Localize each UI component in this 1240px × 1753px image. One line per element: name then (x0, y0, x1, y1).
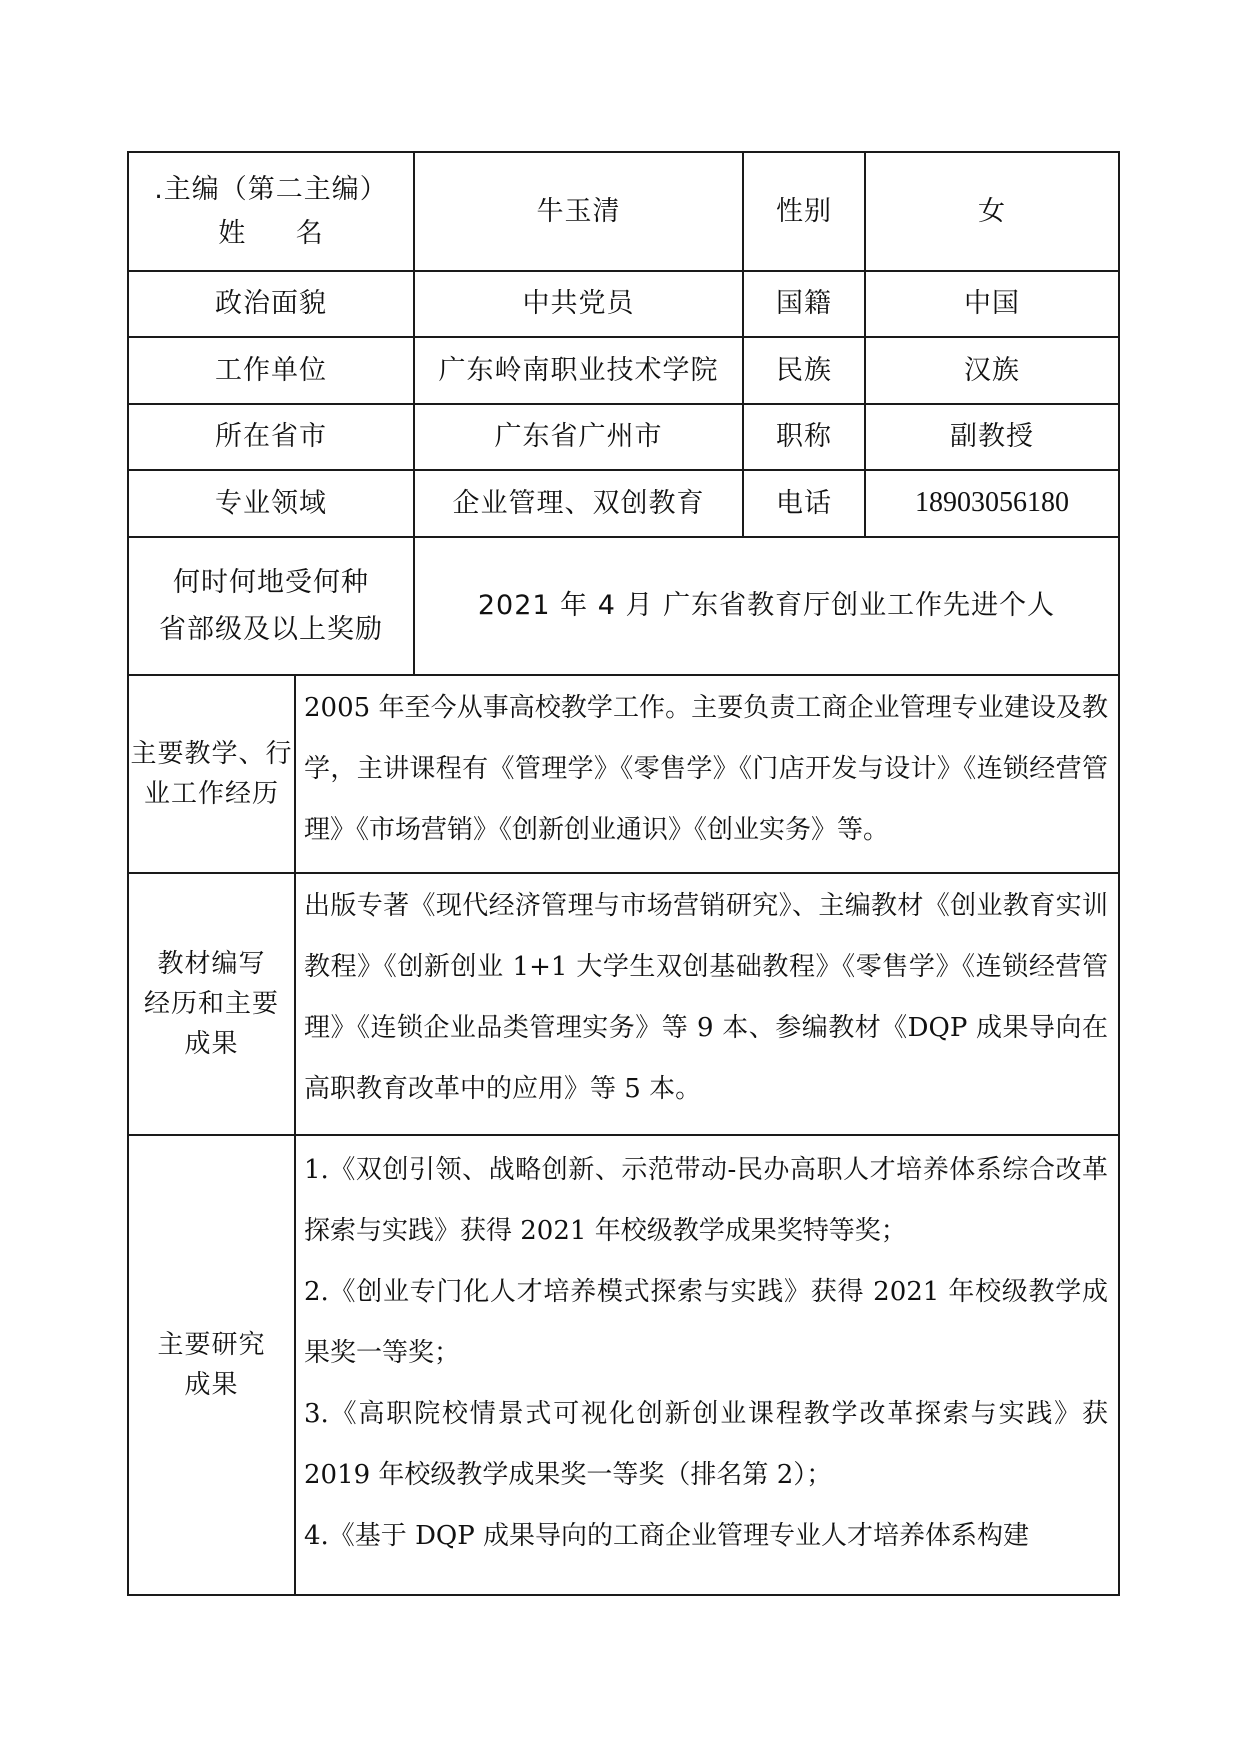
experience-paragraph: 2005 年至今从事高校教学工作。主要负责工商企业管理专业建设及教学，主讲课程有《管理学》《零售学》《门店开发与设计》《连锁经营管理》《市场营销》《创新创业通识》《创业实务》等。 (304, 693, 1108, 845)
location-label: 所在省市 (215, 421, 327, 453)
ethnicity-value: 汉族 (964, 354, 1020, 386)
textbooks-paragraph: 出版专著《现代经济管理与市场营销研究》、主编教材《创业教育实训教程》《创新创业 1+1 大学生双创基础教程》《零售学》《连锁经营管理》《连锁企业品类管理实务》等 9 本、参编教材《DQP 成果导向在高职教育改革中的应用》等 5 本。 (304, 891, 1108, 1104)
textbooks-label-line1: 教材编写 (157, 948, 266, 979)
experience-label-line2: 业工作经历 (143, 779, 279, 809)
experience-label-line1: 主要教学、行 (130, 738, 293, 769)
research-label-line2: 成果 (184, 1370, 239, 1400)
textbooks-label-line2: 经历和主要 (143, 988, 279, 1019)
table-border (1118, 151, 1120, 1596)
textbooks-label (129, 874, 294, 1134)
research-item: 4.《基于 DQP 成果导向的工商企业管理专业人才培养体系构建 (304, 1521, 1029, 1551)
table-divider (294, 674, 296, 1596)
name-label-line2: 姓 名 (218, 217, 324, 249)
research-item: 2.《创业专门化人才培养模式探索与实践》获得 2021 年校级教学成果奖一等奖； (304, 1277, 1108, 1368)
ethnicity-label: 民族 (776, 354, 832, 386)
name-value: 牛玉清 (536, 195, 621, 227)
experience-text (304, 678, 1108, 861)
politics-value: 中共党员 (522, 288, 635, 320)
politics-label: 政治面貌 (215, 288, 327, 320)
textbooks-text (304, 876, 1108, 1120)
phone-label: 电话 (776, 487, 832, 519)
research-item: 3.《高职院校情景式可视化创新创业课程教学改革探索与实践》获 2019 年校级教学成果奖一等奖（排名第 2）； (304, 1399, 1108, 1490)
textbooks-label-line3: 成果 (184, 1029, 239, 1060)
awards-label-line1: 何时何地受何种 (173, 566, 369, 598)
awards-label-line2: 省部级及以上奖励 (159, 614, 383, 645)
employer-value: 广东岭南职业技术学院 (438, 354, 719, 386)
research-label-line1: 主要研究 (157, 1329, 266, 1360)
research-label (129, 1136, 294, 1594)
phone-value: 18903056180 (915, 487, 1069, 519)
gender-value: 女 (978, 195, 1006, 227)
name-label-line1: .主编（第二主编） (154, 174, 388, 206)
awards-value: 2021 年 4 月 广东省教育厅创业工作先进个人 (477, 590, 1056, 622)
gender-label: 性别 (776, 195, 832, 227)
field-value: 企业管理、双创教育 (452, 487, 705, 519)
awards-label (129, 538, 413, 674)
field-label: 专业领域 (215, 487, 327, 519)
title-value: 副教授 (950, 421, 1034, 453)
research-list (304, 1140, 1108, 1592)
experience-label (129, 676, 294, 872)
employer-label: 工作单位 (215, 354, 327, 386)
table-border (127, 1594, 1120, 1596)
title-label: 职称 (776, 421, 832, 453)
research-item: 1.《双创引领、战略创新、示范带动-民办高职人才培养体系综合改革探索与实践》获得 2021 年校级教学成果奖特等奖； (304, 1155, 1108, 1246)
location-value: 广东省广州市 (494, 421, 663, 453)
nationality-value: 中国 (964, 288, 1020, 320)
nationality-label: 国籍 (776, 288, 832, 320)
name-label (129, 153, 413, 270)
